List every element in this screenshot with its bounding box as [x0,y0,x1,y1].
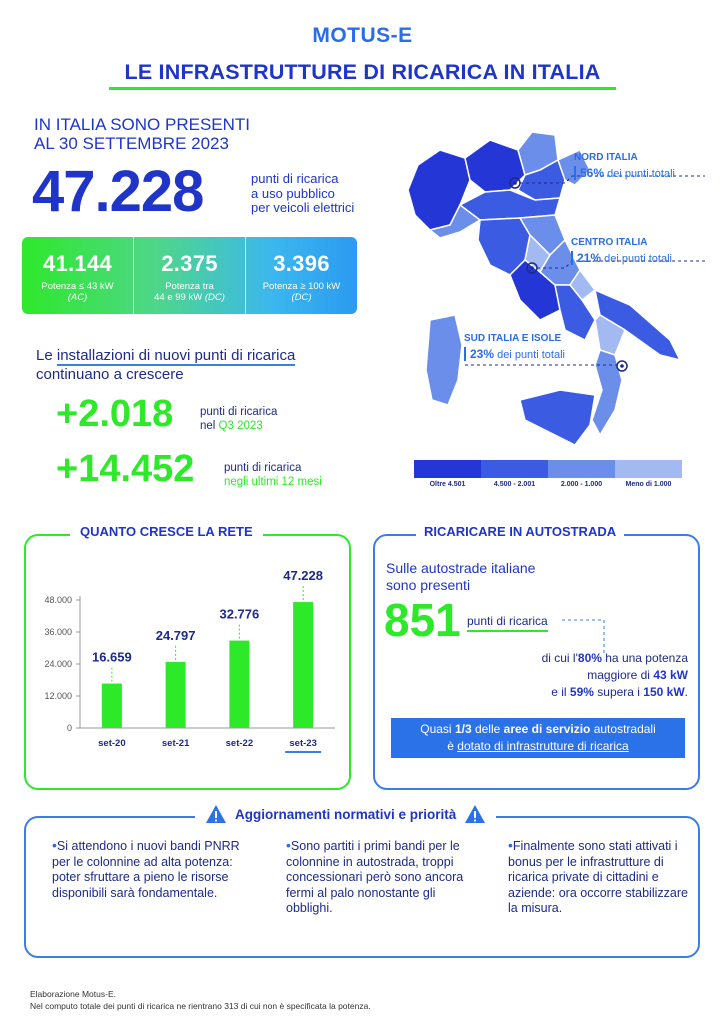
power-label-2: 44 e 99 kW [154,292,203,303]
quarter-growth-value: +2.018 [56,393,174,435]
region-centro-txt: dei punti totali [601,253,672,265]
map-legend [414,460,682,488]
banner-2b: dotato di infrastrutture di ricarica [457,739,629,753]
hw-d1b: 80% [577,651,602,665]
quarter-growth-desc [200,405,277,433]
growth-text-underlined: installazioni di nuovi punti di ricarica [56,347,296,364]
regulatory-text: Sono partiti i primi bandi per le colonnine in autostrada, troppi concessionari però sono ancora fermi al palo nonostante gli obblighi. [286,839,464,915]
legend-labels [414,481,682,488]
intro-line2: AL 30 SETTEMBRE 2023 [34,134,229,153]
data-label: 16.659 [91,649,132,665]
power-value: 3.396 [273,251,330,276]
hw-d2b: 43 kW [653,668,688,682]
map-marker-nord-dot [513,181,517,185]
y-tick-label: 24.000 [44,659,72,669]
power-label-3: (DC) [204,292,225,303]
regulatory-item-autostrada [286,838,476,917]
x-tick-label: set-21 [161,738,190,749]
total-charging-points: 47.228 [32,159,204,224]
legend-swatch [414,460,481,478]
legend-swatch [481,460,548,478]
power-box-ac [22,237,134,314]
bar [293,602,313,728]
banner-1e: autostradali [590,722,656,736]
hw-d3e: . [684,685,688,699]
footer-line1: Elaborazione Motus-E. [30,989,116,999]
data-label: 24.797 [155,627,196,643]
power-label-1: Potenza ≥ 100 kW [262,281,341,292]
region-sud-name: SUD ITALIA E ISOLE [464,333,562,344]
regulatory-item-bonus [508,838,698,917]
highway-intro-2: sono presenti [386,577,471,593]
regulatory-text: Finalmente sono stati attivati i bonus per le infrastrutture di ricarica private di cittadini e aziende: ora occorre stabilizzare la misura. [508,839,688,915]
x-tick-label: set-22 [225,738,254,749]
warning-icon [205,804,227,824]
highway-points-value: 851 [384,594,461,646]
y-desc-1: punti di ricarica [224,462,302,474]
power-label-1: Potenza tra [165,281,214,292]
region-nord [574,152,675,180]
motus-e-logo [0,24,725,48]
map-marker-centro-dot [530,266,534,270]
y-tick-label: 0 [66,723,72,733]
region-nord-share [574,166,675,180]
intro-line1: IN ITALIA SONO PRESENTI [34,115,251,134]
bar [102,684,122,728]
hw-d3c: supera i [593,685,644,699]
page-title: LE INFRASTRUTTURE DI RICARICA IN ITALIA [124,60,601,84]
y-tick-label: 36.000 [44,627,72,637]
region-centro [571,237,672,265]
hw-d1c: ha una potenza [601,651,688,665]
region-sud-pct: 23% [470,347,495,361]
power-label-2: (AC) [67,292,88,303]
warning-icon [464,804,486,824]
legend-label: Oltre 4.501 [429,481,466,488]
x-tick-label: set-23 [289,738,317,749]
bullet-icon: • [508,837,513,853]
total-desc-1: punti di ricarica [251,171,339,186]
regulatory-text: Si attendono i nuovi bandi PNRR per le colonnine ad alta potenza: poter sfruttare a pieno le risorse disponibili sarà fondamentale. [52,839,240,900]
data-label: 47.228 [283,568,324,584]
power-value: 41.144 [42,251,113,276]
region-nord-pct: 56% [580,166,605,180]
bar [229,641,249,728]
banner-1c: delle [471,722,504,736]
title-underline [109,87,616,90]
y-tick-label: 48.000 [44,595,72,605]
banner-1d: aree di servizio [503,722,591,736]
footer-notes [30,988,371,1012]
region-nord-txt: dei punti totali [604,168,675,180]
growth-text [36,346,295,384]
highway-points-desc: punti di ricarica [467,614,548,632]
region-centro-name: CENTRO ITALIA [571,237,648,248]
hw-d3b: 59% [569,685,594,699]
legend-swatch [548,460,615,478]
data-label: 32.776 [219,606,260,622]
banner-2a: è [447,739,458,753]
region-sud [464,333,565,361]
hw-d3a: e il [551,685,570,699]
banner-1b: 1/3 [454,722,472,736]
bar [166,662,186,728]
power-label [22,281,133,303]
regulatory-item-pnrr [52,838,242,901]
logo-text: MOTUS- [312,24,399,47]
power-box-hpc [246,237,357,314]
region-centro-share [571,251,672,265]
hw-d3d: 150 kW [643,685,685,699]
banner-1a: Quasi [420,722,455,736]
bullet-icon: • [52,837,57,853]
chart-title: QUANTO CRESCE LA RETE [70,524,263,539]
map-marker-sud-dot [620,364,624,368]
map-region-sardegna [426,315,462,405]
logo-e: E [398,24,413,47]
q-desc-1: punti di ricarica [200,406,278,418]
y-desc-2: negli ultimi 12 mesi [224,476,322,488]
power-breakdown [22,237,357,314]
year-growth-value: +14.452 [56,448,195,490]
highway-intro [386,560,535,594]
highway-title: RICARICARE IN AUTOSTRADA [416,524,624,539]
power-label [246,281,357,303]
legend-label: Meno di 1.000 [625,481,672,488]
power-value: 2.375 [161,251,218,276]
region-sud-txt: dei punti totali [494,349,565,361]
legend-bar [414,460,682,478]
power-label-1: Potenza ≤ 43 kW [41,281,114,292]
growth-bar-chart [30,560,345,755]
intro-text [34,115,250,153]
power-label [134,281,245,303]
q-desc-2b: Q3 2023 [218,420,263,432]
regulatory-title [195,804,496,824]
x-tick-label: set-20 [98,738,126,749]
q-desc-2a: nel [200,420,219,432]
growth-text-b: continuano a crescere [36,366,184,383]
service-areas-banner [391,718,685,758]
power-label-2: (DC) [291,292,312,303]
highway-intro-1: Sulle autostrade italiane [386,560,536,576]
region-centro-pct: 21% [577,251,602,265]
hw-d2a: maggiore di [587,668,654,682]
legend-label: 4.500 - 2.001 [493,481,536,488]
legend-swatch [615,460,682,478]
map-region-sicilia [520,390,595,445]
highway-details [470,650,688,701]
total-desc-2: a uso pubblico [251,185,335,201]
legend-label: 2.000 - 1.000 [560,481,603,488]
total-desc-3: per veicoli elettrici [251,200,355,215]
growth-text-a: Le [36,347,57,364]
footer-line2: Nel computo totale dei punti di ricarica ne rientrano 313 di cui non è specificata la potenza. [30,1001,371,1011]
region-sud-share [464,347,565,361]
regulatory-title-text: Aggiornamenti normativi e priorità [235,806,457,822]
year-growth-desc [224,461,322,489]
hw-d1a: di cui l' [541,651,578,665]
y-tick-label: 12.000 [44,691,72,701]
power-box-mid [134,237,246,314]
bullet-icon: • [286,837,291,853]
region-nord-name: NORD ITALIA [574,152,638,163]
